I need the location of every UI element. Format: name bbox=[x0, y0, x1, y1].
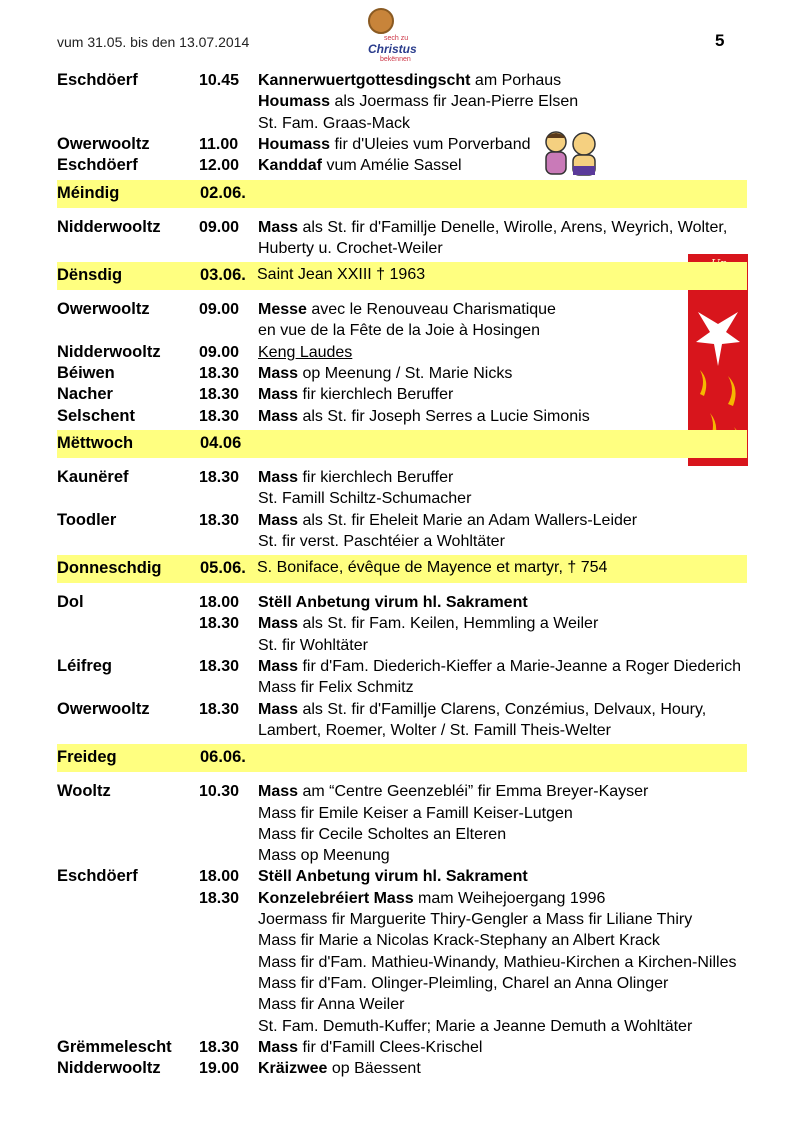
service-type: Mass bbox=[258, 218, 299, 236]
schedule-row bbox=[0, 1058, 800, 1079]
service-detail: St. fir Wohltäter bbox=[258, 636, 368, 654]
schedule-row bbox=[0, 320, 800, 341]
schedule-row bbox=[0, 155, 800, 176]
service-description bbox=[258, 113, 410, 134]
service-time: 18.30 bbox=[199, 511, 240, 529]
service-detail: Mass fir Emile Keiser a Famill Keiser-Lutgen bbox=[258, 804, 573, 822]
schedule-row bbox=[0, 656, 800, 677]
service-type: Mass bbox=[258, 615, 299, 633]
schedule-row bbox=[0, 592, 800, 613]
schedule-row bbox=[0, 888, 800, 909]
service-time: 18.30 bbox=[199, 700, 240, 718]
day-date: 04.06 bbox=[200, 433, 242, 452]
logo-line2: Christus bbox=[368, 42, 417, 56]
service-time: 10.45 bbox=[199, 72, 240, 89]
place-name: Grëmmelescht bbox=[57, 1037, 172, 1056]
schedule-row bbox=[0, 467, 800, 488]
service-description bbox=[258, 720, 611, 741]
day-date: 02.06. bbox=[200, 183, 246, 202]
service-type: Mass bbox=[258, 407, 299, 425]
service-type: Mass bbox=[258, 365, 299, 382]
service-type: Mass bbox=[258, 783, 299, 801]
service-description bbox=[258, 781, 648, 802]
service-description bbox=[258, 406, 590, 427]
day-name: Freideg bbox=[57, 748, 117, 767]
place-name: Béiwen bbox=[57, 364, 115, 382]
service-detail: op Bäessent bbox=[327, 1060, 421, 1078]
schedule-row bbox=[0, 1016, 800, 1037]
place-name: Owerwooltz bbox=[57, 300, 150, 319]
service-description bbox=[258, 677, 414, 698]
jesus-face-icon bbox=[368, 8, 394, 34]
service-detail: Mass fir Anna Weiler bbox=[258, 996, 405, 1014]
service-detail: vum Amélie Sassel bbox=[322, 157, 462, 175]
schedule-row bbox=[0, 406, 800, 427]
service-detail: Mass fir Felix Schmitz bbox=[258, 679, 414, 697]
place-name: Nidderwooltz bbox=[57, 1059, 161, 1078]
service-detail: Keng Laudes bbox=[258, 343, 353, 361]
service-detail: am Porhaus bbox=[470, 72, 562, 89]
place-name: Wooltz bbox=[57, 782, 111, 801]
service-description bbox=[258, 635, 368, 656]
service-description bbox=[258, 488, 471, 509]
schedule-row bbox=[0, 973, 800, 994]
schedule-row bbox=[0, 677, 800, 698]
schedule-row bbox=[0, 781, 800, 802]
service-type: Kannerwuertgottesdingscht bbox=[258, 72, 471, 89]
service-type: Konzelebréiert Mass bbox=[258, 889, 414, 907]
service-detail: am “Centre Geenzebléi” fir Emma Breyer-Kayser bbox=[298, 783, 649, 801]
schedule-row bbox=[0, 363, 800, 384]
schedule-row bbox=[0, 635, 800, 656]
service-description bbox=[258, 91, 578, 112]
service-detail: St. fir verst. Paschtéier a Wohltäter bbox=[258, 532, 505, 550]
day-name: Dënsdig bbox=[57, 266, 123, 285]
service-time: 18.30 bbox=[199, 407, 240, 425]
logo-line1: sech zu bbox=[384, 35, 409, 42]
schedule-row bbox=[0, 342, 800, 363]
schedule-row bbox=[0, 930, 800, 951]
service-detail: als Joermass fir Jean-Pierre Elsen bbox=[330, 93, 579, 111]
schedule-row bbox=[0, 613, 800, 634]
schedule-row bbox=[0, 699, 800, 720]
day-feast: S. Boniface, évêque de Mayence et martyr, † 754 bbox=[257, 559, 608, 577]
service-description bbox=[258, 363, 512, 384]
service-time: 12.00 bbox=[199, 157, 240, 175]
parish-logo bbox=[362, 8, 422, 66]
service-time: 09.00 bbox=[199, 301, 240, 319]
service-description bbox=[258, 217, 727, 238]
service-description bbox=[258, 1037, 482, 1058]
service-type: Kräizwee bbox=[258, 1060, 328, 1078]
service-time: 11.00 bbox=[199, 135, 239, 153]
service-description bbox=[258, 656, 741, 677]
service-time: 10.30 bbox=[199, 783, 240, 801]
header-date-range: vum 31.05. bis den 13.07.2014 bbox=[57, 34, 250, 50]
service-detail: als St. fir Joseph Serres a Lucie Simonis bbox=[298, 407, 590, 425]
service-type: Mass bbox=[258, 658, 299, 675]
service-description bbox=[258, 1016, 692, 1037]
service-detail: Huberty u. Crochet-Weiler bbox=[258, 239, 443, 257]
service-description bbox=[258, 342, 352, 363]
service-type: Mass bbox=[258, 700, 299, 718]
service-type: Stëll Anbetung virum hl. Sakrament bbox=[258, 868, 528, 886]
day-header-bar bbox=[57, 555, 747, 583]
service-description bbox=[258, 238, 443, 259]
service-description bbox=[258, 134, 531, 155]
schedule-row bbox=[0, 488, 800, 509]
service-time: 18.30 bbox=[199, 386, 240, 404]
schedule-row bbox=[0, 866, 800, 887]
service-type: Mass bbox=[258, 1038, 299, 1056]
service-description bbox=[258, 699, 706, 720]
service-description bbox=[258, 320, 540, 341]
logo-line3: bekënnen bbox=[380, 56, 411, 63]
schedule-row bbox=[0, 238, 800, 259]
day-date: 05.06. bbox=[200, 559, 246, 578]
schedule-row bbox=[0, 952, 800, 973]
schedule-row bbox=[0, 113, 800, 134]
service-detail: als St. fir d'Famillje Denelle, Wirolle, Arens, Weyrich, Wolter, bbox=[298, 218, 728, 236]
day-header-bar bbox=[57, 180, 747, 208]
place-name: Dol bbox=[57, 593, 84, 612]
place-name: Owerwooltz bbox=[57, 699, 150, 718]
place-name: Kaunëref bbox=[57, 467, 129, 486]
schedule-row bbox=[0, 803, 800, 824]
schedule-row bbox=[0, 1037, 800, 1058]
service-description bbox=[258, 1058, 421, 1079]
service-detail: en vue de la Fête de la Joie à Hosingen bbox=[258, 322, 540, 340]
service-description bbox=[258, 930, 660, 951]
service-detail: als St. fir Eheleit Marie an Adam Wallers-Leider bbox=[298, 511, 638, 529]
service-description bbox=[258, 952, 736, 973]
schedule-row bbox=[0, 510, 800, 531]
service-type: Mass bbox=[258, 386, 299, 404]
service-detail: fir kierchlech Beruffer bbox=[298, 468, 454, 486]
service-description bbox=[258, 866, 528, 887]
day-name: Méindig bbox=[57, 183, 120, 202]
place-name: Nidderwooltz bbox=[57, 342, 161, 361]
place-name: Eschdöerf bbox=[57, 156, 138, 175]
place-name: Eschdöerf bbox=[57, 867, 138, 886]
service-detail: fir d'Famill Clees-Krischel bbox=[298, 1038, 483, 1056]
service-detail: Mass fir Marie a Nicolas Krack-Stephany an Albert Krack bbox=[258, 932, 660, 950]
service-detail: fir d'Fam. Diederich-Kieffer a Marie-Jeanne a Roger Diederich bbox=[298, 658, 741, 675]
schedule-row bbox=[0, 824, 800, 845]
place-name: Selschent bbox=[57, 406, 135, 425]
service-description bbox=[258, 888, 605, 909]
service-description bbox=[258, 467, 453, 488]
day-name: Donneschdig bbox=[57, 559, 162, 578]
schedule-row bbox=[0, 217, 800, 238]
service-detail: fir kierchlech Beruffer bbox=[298, 386, 454, 404]
service-type: Houmass bbox=[258, 93, 331, 111]
schedule-row bbox=[0, 531, 800, 552]
service-time: 18.30 bbox=[199, 365, 240, 382]
service-description bbox=[258, 845, 390, 866]
service-type: Mass bbox=[258, 468, 299, 486]
service-detail: als St. fir Fam. Keilen, Hemmling a Weiler bbox=[298, 615, 599, 633]
schedule-row bbox=[0, 91, 800, 112]
day-name: Mëttwoch bbox=[57, 433, 134, 452]
schedule-row bbox=[0, 384, 800, 405]
place-name: Nacher bbox=[57, 385, 113, 404]
schedule-row bbox=[0, 299, 800, 320]
schedule-row bbox=[0, 70, 800, 91]
service-description bbox=[258, 531, 505, 552]
service-detail: Lambert, Roemer, Wolter / St. Famill Theis-Welter bbox=[258, 721, 611, 739]
day-header-bar bbox=[57, 262, 747, 290]
service-description bbox=[258, 973, 668, 994]
service-detail: Joermass fir Marguerite Thiry-Gengler a Mass fir Liliane Thiry bbox=[258, 911, 693, 928]
service-detail: Mass fir d'Fam. Mathieu-Winandy, Mathieu-Kirchen a Kirchen-Nilles bbox=[258, 953, 737, 971]
service-type: Mass bbox=[258, 511, 299, 529]
service-description bbox=[258, 803, 573, 824]
day-header-bar bbox=[57, 430, 747, 458]
service-time: 09.00 bbox=[199, 343, 240, 361]
service-time: 09.00 bbox=[199, 218, 240, 236]
service-type: Kanddaf bbox=[258, 157, 322, 175]
service-type: Messe bbox=[258, 301, 307, 319]
service-detail: avec le Renouveau Charismatique bbox=[306, 301, 556, 319]
service-detail: St. Fam. Demuth-Kuffer; Marie a Jeanne Demuth a Wohltäter bbox=[258, 1017, 693, 1035]
page-number: 5 bbox=[715, 31, 725, 50]
place-name: Toodler bbox=[57, 510, 117, 529]
service-time: 18.30 bbox=[199, 615, 240, 633]
schedule-row bbox=[0, 845, 800, 866]
service-description bbox=[258, 299, 556, 320]
service-description bbox=[258, 909, 692, 930]
service-time: 18.30 bbox=[199, 1038, 240, 1056]
service-type: Stëll Anbetung virum hl. Sakrament bbox=[258, 594, 528, 612]
service-time: 18.00 bbox=[199, 594, 240, 612]
schedule-row bbox=[0, 720, 800, 741]
service-description bbox=[258, 510, 637, 531]
service-time: 18.30 bbox=[199, 468, 240, 486]
service-description bbox=[258, 592, 528, 613]
service-time: 18.30 bbox=[199, 658, 240, 675]
service-detail: mam Weihejoergang 1996 bbox=[413, 889, 606, 907]
service-detail: St. Famill Schiltz-Schumacher bbox=[258, 490, 472, 508]
schedule-row bbox=[0, 994, 800, 1015]
service-description bbox=[258, 824, 506, 845]
service-description bbox=[258, 613, 598, 634]
schedule-row bbox=[0, 909, 800, 930]
schedule-row bbox=[0, 134, 800, 155]
place-name: Owerwooltz bbox=[57, 134, 150, 153]
service-detail: Mass fir d'Fam. Olinger-Pleimling, Charel an Anna Olinger bbox=[258, 974, 669, 992]
service-description bbox=[258, 155, 462, 176]
service-type: Houmass bbox=[258, 135, 331, 153]
service-detail: op Meenung / St. Marie Nicks bbox=[298, 365, 513, 382]
day-feast: Saint Jean XXIII † 1963 bbox=[257, 266, 426, 284]
service-detail: als St. fir d'Famillje Clarens, Conzémius, Delvaux, Houry, bbox=[298, 700, 707, 718]
day-date: 03.06. bbox=[200, 266, 246, 285]
service-description bbox=[258, 70, 561, 91]
place-name: Léifreg bbox=[57, 657, 113, 675]
service-detail: fir d'Uleies vum Porverband bbox=[330, 135, 531, 153]
service-detail: Mass fir Cecile Scholtes an Elteren bbox=[258, 825, 507, 843]
service-time: 18.00 bbox=[199, 868, 240, 886]
service-time: 19.00 bbox=[199, 1060, 240, 1078]
service-time: 18.30 bbox=[199, 889, 240, 907]
service-description bbox=[258, 994, 404, 1015]
day-date: 06.06. bbox=[200, 748, 246, 767]
place-name: Nidderwooltz bbox=[57, 217, 161, 236]
day-header-bar bbox=[57, 744, 747, 772]
service-detail: St. Fam. Graas-Mack bbox=[258, 114, 411, 132]
service-detail: Mass op Meenung bbox=[258, 847, 390, 865]
service-description bbox=[258, 384, 453, 405]
place-name: Eschdöerf bbox=[57, 71, 138, 89]
